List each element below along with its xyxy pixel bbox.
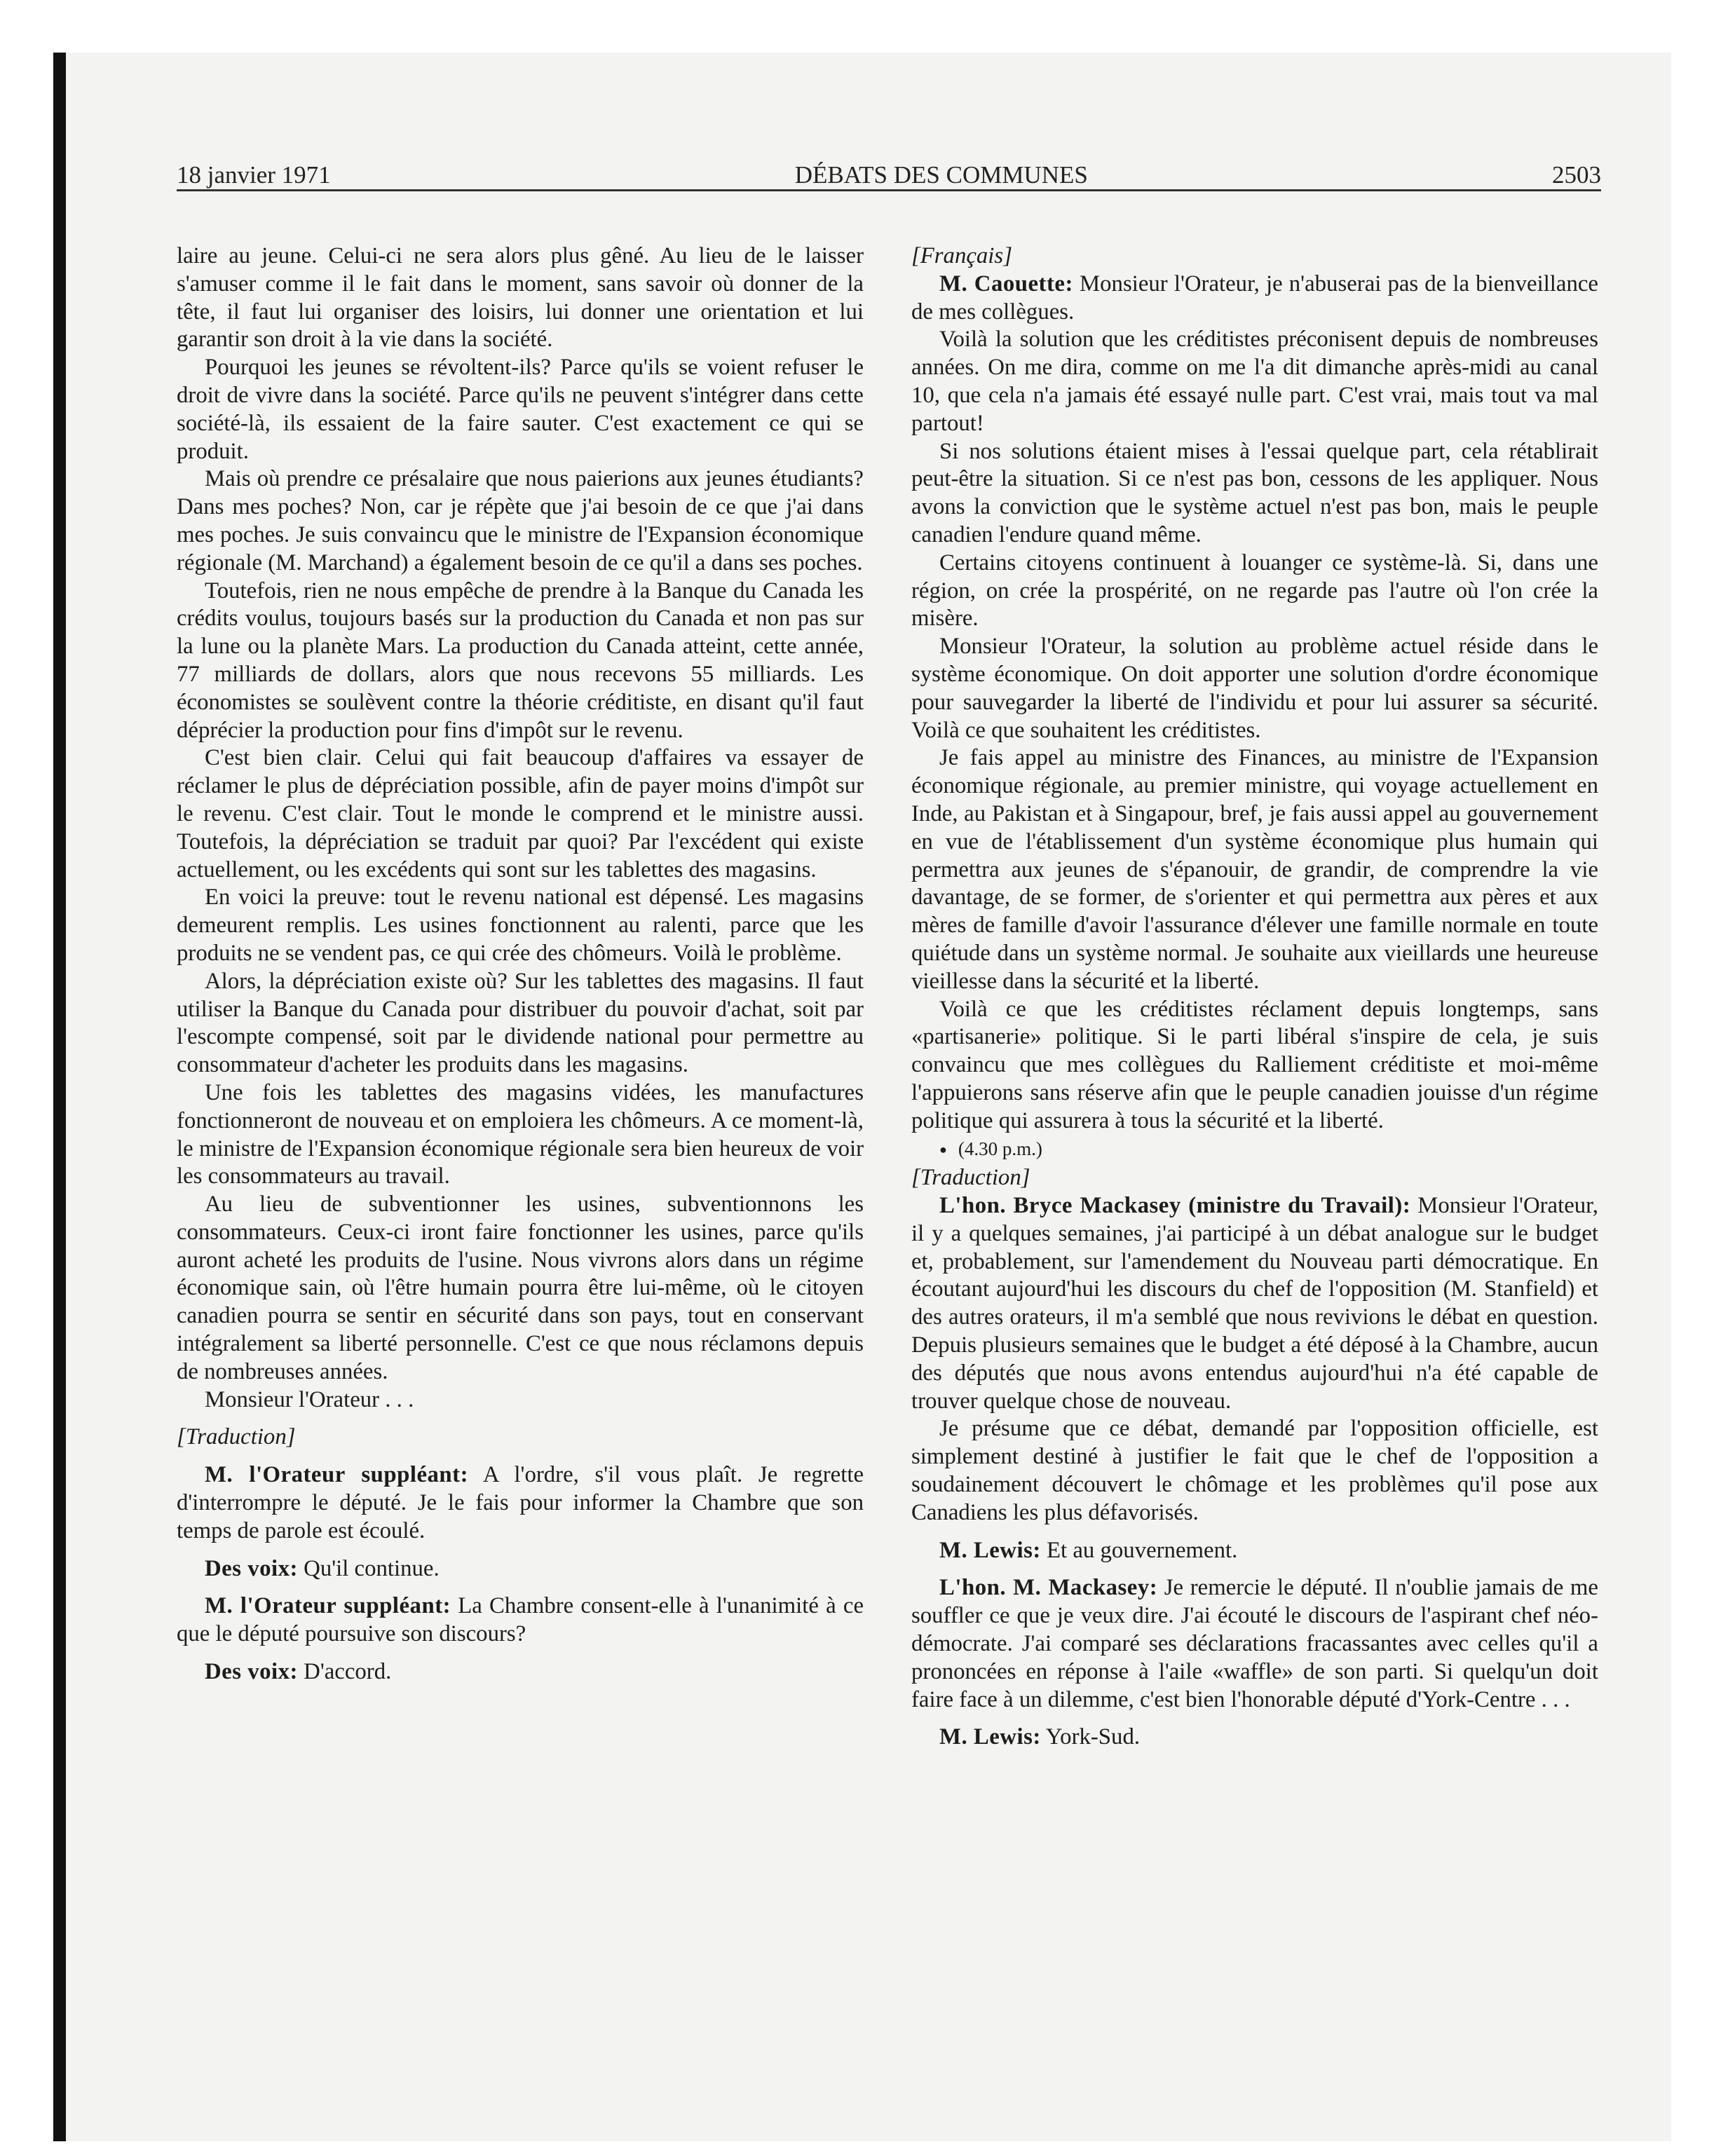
speech-paragraph bbox=[911, 1574, 1598, 1714]
scan-border bbox=[53, 53, 66, 2141]
speech-paragraph bbox=[177, 1658, 864, 1686]
paragraph: Voilà ce que les créditistes réclament depuis longtemps, sans «partisanerie» politique. Si le parti libéral s'inspire de cela, je suis convaincu que mes collègues du Ralliement créditiste et moi-même l'appuierons sans réserve afin que le peuple canadien jouisse d'un régime politique qui assurera à tous la sécurité et la liberté. bbox=[911, 996, 1598, 1133]
speech-text: York-Sud. bbox=[1045, 1724, 1141, 1750]
left-column bbox=[177, 243, 864, 1686]
paragraph: Je présume que ce débat, demandé par l'opposition officielle, est simplement destiné à justifier le fait que le chef de l'opposition a soudainement découvert le chômage et les problèmes qu'il pose aux Canadiens les plus défavorisés. bbox=[911, 1416, 1598, 1525]
header-rule bbox=[177, 189, 1601, 191]
speaker-name: Des voix: bbox=[205, 1659, 298, 1685]
header-date: 18 janvier 1971 bbox=[177, 161, 331, 189]
paragraph: Si nos solutions étaient mises à l'essai quelque part, cela rétablirait peut-être la situation. Si ce n'est pas bon, cessons de les appliquer. Nous avons la conviction que le système actuel n'est pas bon, mais le peuple canadien l'endure quand même. bbox=[911, 438, 1598, 547]
paragraph: C'est bien clair. Celui qui fait beaucoup d'affaires va essayer de réclamer le plus de dépréciation possible, afin de payer moins d'impôt sur le revenu. C'est clair. Tout le monde le comprend et le ministre aussi. Toutefois, la dépréciation se traduit par quoi? Par l'excédent qui existe actuellement, ou les excédents qui sont sur les tablettes des magasins. bbox=[177, 745, 864, 882]
paragraph: Monsieur l'Orateur . . . bbox=[205, 1386, 414, 1412]
speech-text: D'accord. bbox=[304, 1659, 392, 1685]
paragraph: Voilà la solution que les créditistes préconisent depuis de nombreuses années. On me dira, comme on me l'a dit dimanche après-midi au canal 10, que cela n'a jamais été essayé nulle part. C'est vrai, mais tout va mal partout! bbox=[911, 327, 1598, 436]
speech-paragraph bbox=[177, 1555, 864, 1583]
paragraph: Monsieur l'Orateur, la solution au problème actuel réside dans le système économique. On doit apporter une solution d'ordre économique pour sauvegarder la liberté de l'individu et pour lui assurer sa sécurité. Voilà ce que souhaitent les créditistes. bbox=[911, 634, 1598, 743]
speaker-name: M. l'Orateur suppléant: bbox=[205, 1462, 469, 1488]
speaker-name: L'hon. Bryce Mackasey (ministre du Travail): bbox=[939, 1192, 1411, 1218]
header-title: DÉBATS DES COMMUNES bbox=[794, 161, 1088, 189]
paragraph: laire au jeune. Celui-ci ne sera alors plus gêné. Au lieu de le laisser s'amuser comme il le fait dans le moment, sans savoir où donner de la tête, il faut lui organiser des loisirs, lui donner une orientation et lui garantir son droit à la vie dans la société. bbox=[177, 243, 864, 353]
speech-text: Et au gouvernement. bbox=[1046, 1537, 1238, 1563]
header-page-number: 2503 bbox=[1552, 161, 1601, 189]
language-tag: [Français] bbox=[911, 243, 1012, 268]
paragraph: Mais où prendre ce présalaire que nous paierions aux jeunes étudiants? Dans mes poches? Non, car je répète que j'ai besoin de ce que j'ai dans mes poches. Je suis convaincu que le ministre de l'Expansion économique régionale (M. Marchand) a également besoin de ce qu'il a dans ses poches. bbox=[177, 466, 864, 575]
paragraph: Certains citoyens continuent à louanger ce système-là. Si, dans une région, on crée la prospérité, on ne regarde pas l'autre où l'on crée la misère. bbox=[911, 550, 1598, 632]
speaker-name: M. Lewis: bbox=[939, 1537, 1041, 1563]
speaker-name: M. l'Orateur suppléant: bbox=[205, 1593, 451, 1619]
language-tag: [Traduction] bbox=[911, 1165, 1030, 1191]
paragraph: Je fais appel au ministre des Finances, au ministre de l'Expansion économique régionale, au premier ministre, qui voyage actuellement en Inde, au Pakistan et à Singapour, bref, je fais aussi appel au gouvernement en vue de l'établissement d'un système économique plus humain qui permettra aux jeunes de s'épanouir, de grandir, de comprendre la vie davantage, de se former, de s'orienter et qui permettra aux pères et aux mères de famille d'avoir l'assurance d'élever une famille normale en toute quiétude dans un système normal. Je souhaite aux vieillards une heureuse vieillesse dans la sécurité et la liberté. bbox=[911, 745, 1598, 994]
speech-paragraph bbox=[911, 1537, 1598, 1565]
language-tag: [Traduction] bbox=[177, 1424, 296, 1450]
paragraph: Au lieu de subventionner les usines, subventionnons les consommateurs. Ceux-ci iront faire fonctionner les usines, parce qu'ils auront acheté les produits de l'usine. Nous vivrons alors dans un régime économique sain, où l'être humain pourra être lui-même, où le citoyen canadien pourra se sentir en sécurité dans son pays, tout en conservant intégralement sa liberté personnelle. C'est ce que nous réclamons depuis de nombreuses années. bbox=[177, 1192, 864, 1384]
speaker-name: Des voix: bbox=[205, 1555, 298, 1581]
paragraph: En voici la preuve: tout le revenu national est dépensé. Les magasins demeurent remplis. Les usines fonctionnent au ralenti, parce que les produits ne se vendent pas, ce qui crée des chômeurs. Voilà le problème. bbox=[177, 885, 864, 966]
speech-paragraph bbox=[177, 1592, 864, 1649]
speaker-name: M. Lewis: bbox=[939, 1724, 1041, 1750]
speaker-name: L'hon. M. Mackasey: bbox=[939, 1575, 1158, 1601]
speech-paragraph bbox=[911, 271, 1598, 327]
speech-paragraph bbox=[911, 1192, 1598, 1415]
paragraph: Toutefois, rien ne nous empêche de prendre à la Banque du Canada les crédits voulus, toujours basés sur la production du Canada et non pas sur la lune ou la planète Mars. La production du Canada atteint, cette année, 77 milliards de dollars, alors que nous recevons 55 milliards. Les économistes se soulèvent contre la théorie créditiste, en disant qu'il faut déprécier la production pour fins d'impôt sur le revenu. bbox=[177, 578, 864, 743]
time-marker bbox=[911, 1135, 1598, 1165]
page-header bbox=[177, 156, 1601, 189]
speech-text: La Chambre consent-elle à l'unanimité à ce que le député poursuive son discours? bbox=[177, 1593, 864, 1647]
speech-text: Monsieur l'Orateur, je n'abuserai pas de la bienveillance de mes collègues. bbox=[911, 271, 1598, 325]
speech-text: Monsieur l'Orateur, il y a quelques semaines, j'ai participé à un débat analogue sur le budget et, probablement, sur l'amendement du Nouveau parti démocratique. En écoutant aujourd'hui les discours du chef de l'opposition (M. Stanfield) et des autres orateurs, il m'a semblé que nous revivions le débat en question. Depuis plusieurs semaines que le budget a été déposé à la Chambre, aucun des députés que nous avons entendus aujourd'hui n'a été capable de trouver quelque chose de nouveau. bbox=[911, 1192, 1598, 1414]
speech-text: A l'ordre, s'il vous plaît. Je regrette d'interrompre le député. Je le fais pour informer la Chambre que son temps de parole est écoulé. bbox=[177, 1462, 864, 1543]
speech-text: Je remercie le député. Il n'oublie jamais de me souffler ce que je veux dire. J'ai écouté le discours de l'aspirant chef néo-démocrate. J'ai comparé ses déclarations fracassantes avec celles qu'il a prononcées en réponse à l'aile «waffle» de son parti. Si quelqu'un doit faire face à un dilemme, c'est bien l'honorable député d'York-Centre . . . bbox=[911, 1575, 1598, 1712]
speech-text: Qu'il continue. bbox=[304, 1555, 440, 1581]
paragraph: Une fois les tablettes des magasins vidées, les manufactures fonctionneront de nouveau et on emploiera les chômeurs. A ce moment-là, le ministre de l'Expansion économique régionale sera bien heureux de voir les consommateurs au travail. bbox=[177, 1079, 864, 1189]
speech-paragraph bbox=[911, 1724, 1598, 1752]
scan-margin bbox=[0, 0, 53, 2156]
paragraph: Pourquoi les jeunes se révoltent-ils? Parce qu'ils se voient refuser le droit de vivre dans la société. Parce qu'ils ne peuvent s'intégrer dans cette société-là, ils essaient de la faire sauter. C'est exactement ce qui se produit. bbox=[177, 355, 864, 464]
time-text: (4.30 p.m.) bbox=[958, 1138, 1042, 1159]
speaker-name: M. Caouette: bbox=[939, 271, 1073, 296]
bullet-icon: ● bbox=[939, 1142, 947, 1157]
speech-paragraph bbox=[177, 1461, 864, 1545]
right-column bbox=[911, 243, 1598, 1752]
paragraph: Alors, la dépréciation existe où? Sur les tablettes des magasins. Il faut utiliser la Banque du Canada pour distribuer du pouvoir d'achat, soit par l'escompte compensé, soit par le dividende national pour permettre au consommateur d'acheter les produits dans les magasins. bbox=[177, 968, 864, 1078]
